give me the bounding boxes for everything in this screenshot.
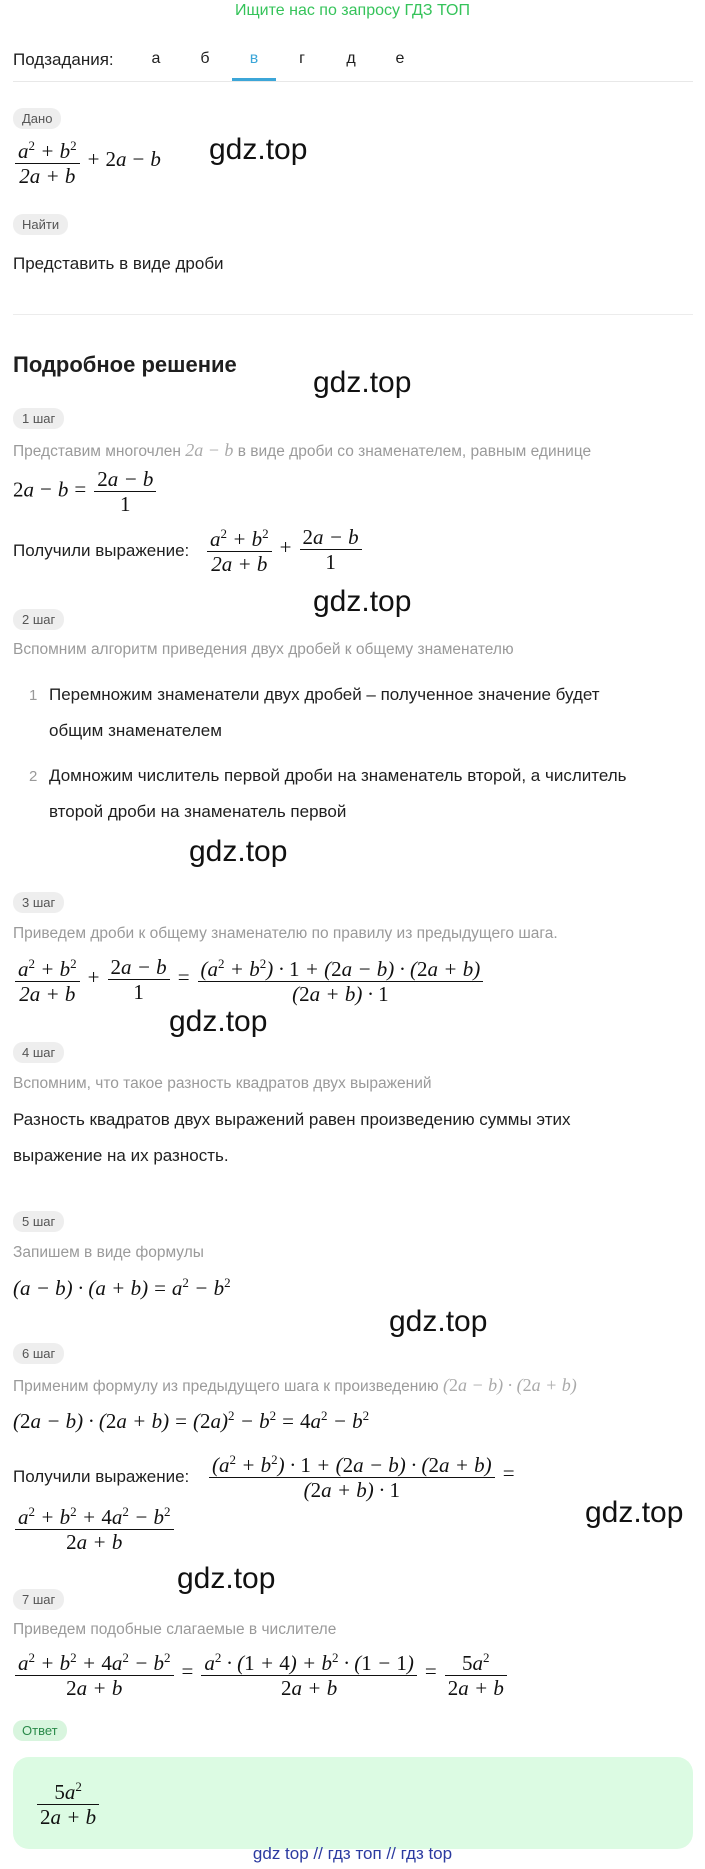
section-divider: [13, 314, 693, 315]
step-pill: 7 шаг: [13, 1589, 64, 1610]
watermark: gdz.top: [313, 366, 412, 399]
watermark: gdz.top: [209, 133, 308, 166]
tab-e[interactable]: е: [395, 50, 405, 67]
tab-d[interactable]: д: [346, 50, 356, 67]
answer-box: [13, 1757, 693, 1849]
step-equation: 2a − b = $\frac{2a - b}{1}$: [13, 467, 158, 516]
step-desc: Запишем в виде формулы: [13, 1244, 204, 1261]
watermark: gdz.top: [389, 1305, 488, 1338]
step-pill: 6 шаг: [13, 1343, 64, 1364]
step-pill: 3 шаг: [13, 892, 64, 913]
list-number: 2: [29, 768, 38, 785]
watermark: gdz.top: [313, 585, 412, 618]
watermark: gdz.top: [177, 1562, 276, 1595]
list-item: Перемножим знаменатели двух дробей – полученное значение будет общим знаменателем: [49, 685, 600, 740]
answer-pill: Ответ: [13, 1720, 67, 1741]
step-desc: Приведем подобные слагаемые в числителе: [13, 1621, 337, 1638]
list-item: Домножим числитель первой дроби на знаменатель второй, а числитель второй дроби на знаменатель первой: [49, 766, 627, 821]
tab-b[interactable]: б: [200, 50, 210, 67]
result-label: Получили выражение:: [13, 541, 190, 560]
result-label: Получили выражение:: [13, 1467, 190, 1486]
watermark: gdz.top: [169, 1005, 268, 1038]
given-expression: $\frac{a^2 + b^2}{2a + b}$ + 2a − b: [13, 134, 161, 188]
watermark: gdz.top: [189, 835, 288, 868]
find-pill: Найти: [13, 214, 68, 235]
find-text: Представить в виде дроби: [13, 254, 224, 273]
step-result-expression: $\frac{a^2 + b^2}{2a + b}$ + $\frac{2a - b}{1}$: [205, 522, 364, 576]
step-result-expression: $\frac{(a^2 + b^2) \cdot 1 + (2a - b) \cdot (2a + b)}{(2a + b) \cdot 1}$ =: [207, 1448, 521, 1502]
step-pill: 1 шаг: [13, 408, 64, 429]
top-banner[interactable]: Ищите нас по запросу ГДЗ ТОП: [235, 2, 470, 19]
tab-a[interactable]: а: [151, 50, 161, 67]
step-desc: Применим формулу из предыдущего шага к произведению (2a − b) · (2a + b): [13, 1375, 577, 1395]
answer-expression: $\frac{5a^2}{2a + b}$: [35, 1775, 101, 1829]
step-result-continuation: $\frac{a^2 + b^2 + 4a^2 - b^2}{2a + b}$: [13, 1500, 176, 1554]
given-pill: Дано: [13, 108, 61, 129]
tab-g[interactable]: г: [299, 50, 305, 67]
step-equation: $(2a - b) \cdot (2a + b) = (2a)^2 - b^2 = 4a^2 - b^2$: [13, 1408, 370, 1433]
footer-links[interactable]: gdz top // гдз топ // гдз top: [252, 1844, 453, 1863]
step-equation: $\frac{a^2 + b^2 + 4a^2 - b^2}{2a + b}$ = $\frac{a^2 \cdot (1 + 4) + b^2 \cdot (1 - 1)}{2a + b}$ = $\frac{5a^2}{2a + b}$: [13, 1646, 509, 1700]
list-number: 1: [29, 687, 38, 704]
tab-v[interactable]: в: [249, 50, 259, 67]
step-desc: Представим многочлен 2a − b в виде дроби со знаменателем, равным единице: [13, 440, 592, 460]
step-pill: 2 шаг: [13, 609, 64, 630]
watermark: gdz.top: [585, 1496, 684, 1529]
step-pill: 4 шаг: [13, 1042, 64, 1063]
solution-title: Подробное решение: [13, 352, 237, 377]
step-desc: Вспомним, что такое разность квадратов двух выражений: [13, 1075, 432, 1092]
tabs-divider: [13, 81, 693, 82]
step-desc: Вспомним алгоритм приведения двух дробей к общему знаменателю: [13, 641, 514, 658]
step-pill: 5 шаг: [13, 1211, 64, 1232]
step-equation: $\frac{a^2 + b^2}{2a + b}$ + $\frac{2a - b}{1}$ = $\frac{(a^2 + b^2) \cdot 1 + (2a - b) \cdot (2a + b)}{(2a + b) \cdot 1}$: [13, 952, 485, 1006]
step-desc: Приведем дроби к общему знаменателю по правилу из предыдущего шага.: [13, 925, 558, 942]
subtasks-label: Подзадания:: [13, 50, 114, 69]
step-equation: $(a - b) \cdot (a + b) = a^2 - b^2$: [13, 1275, 231, 1300]
step-text: Разность квадратов двух выражений равен произведению суммы этих выражение на их разность.: [13, 1110, 571, 1165]
